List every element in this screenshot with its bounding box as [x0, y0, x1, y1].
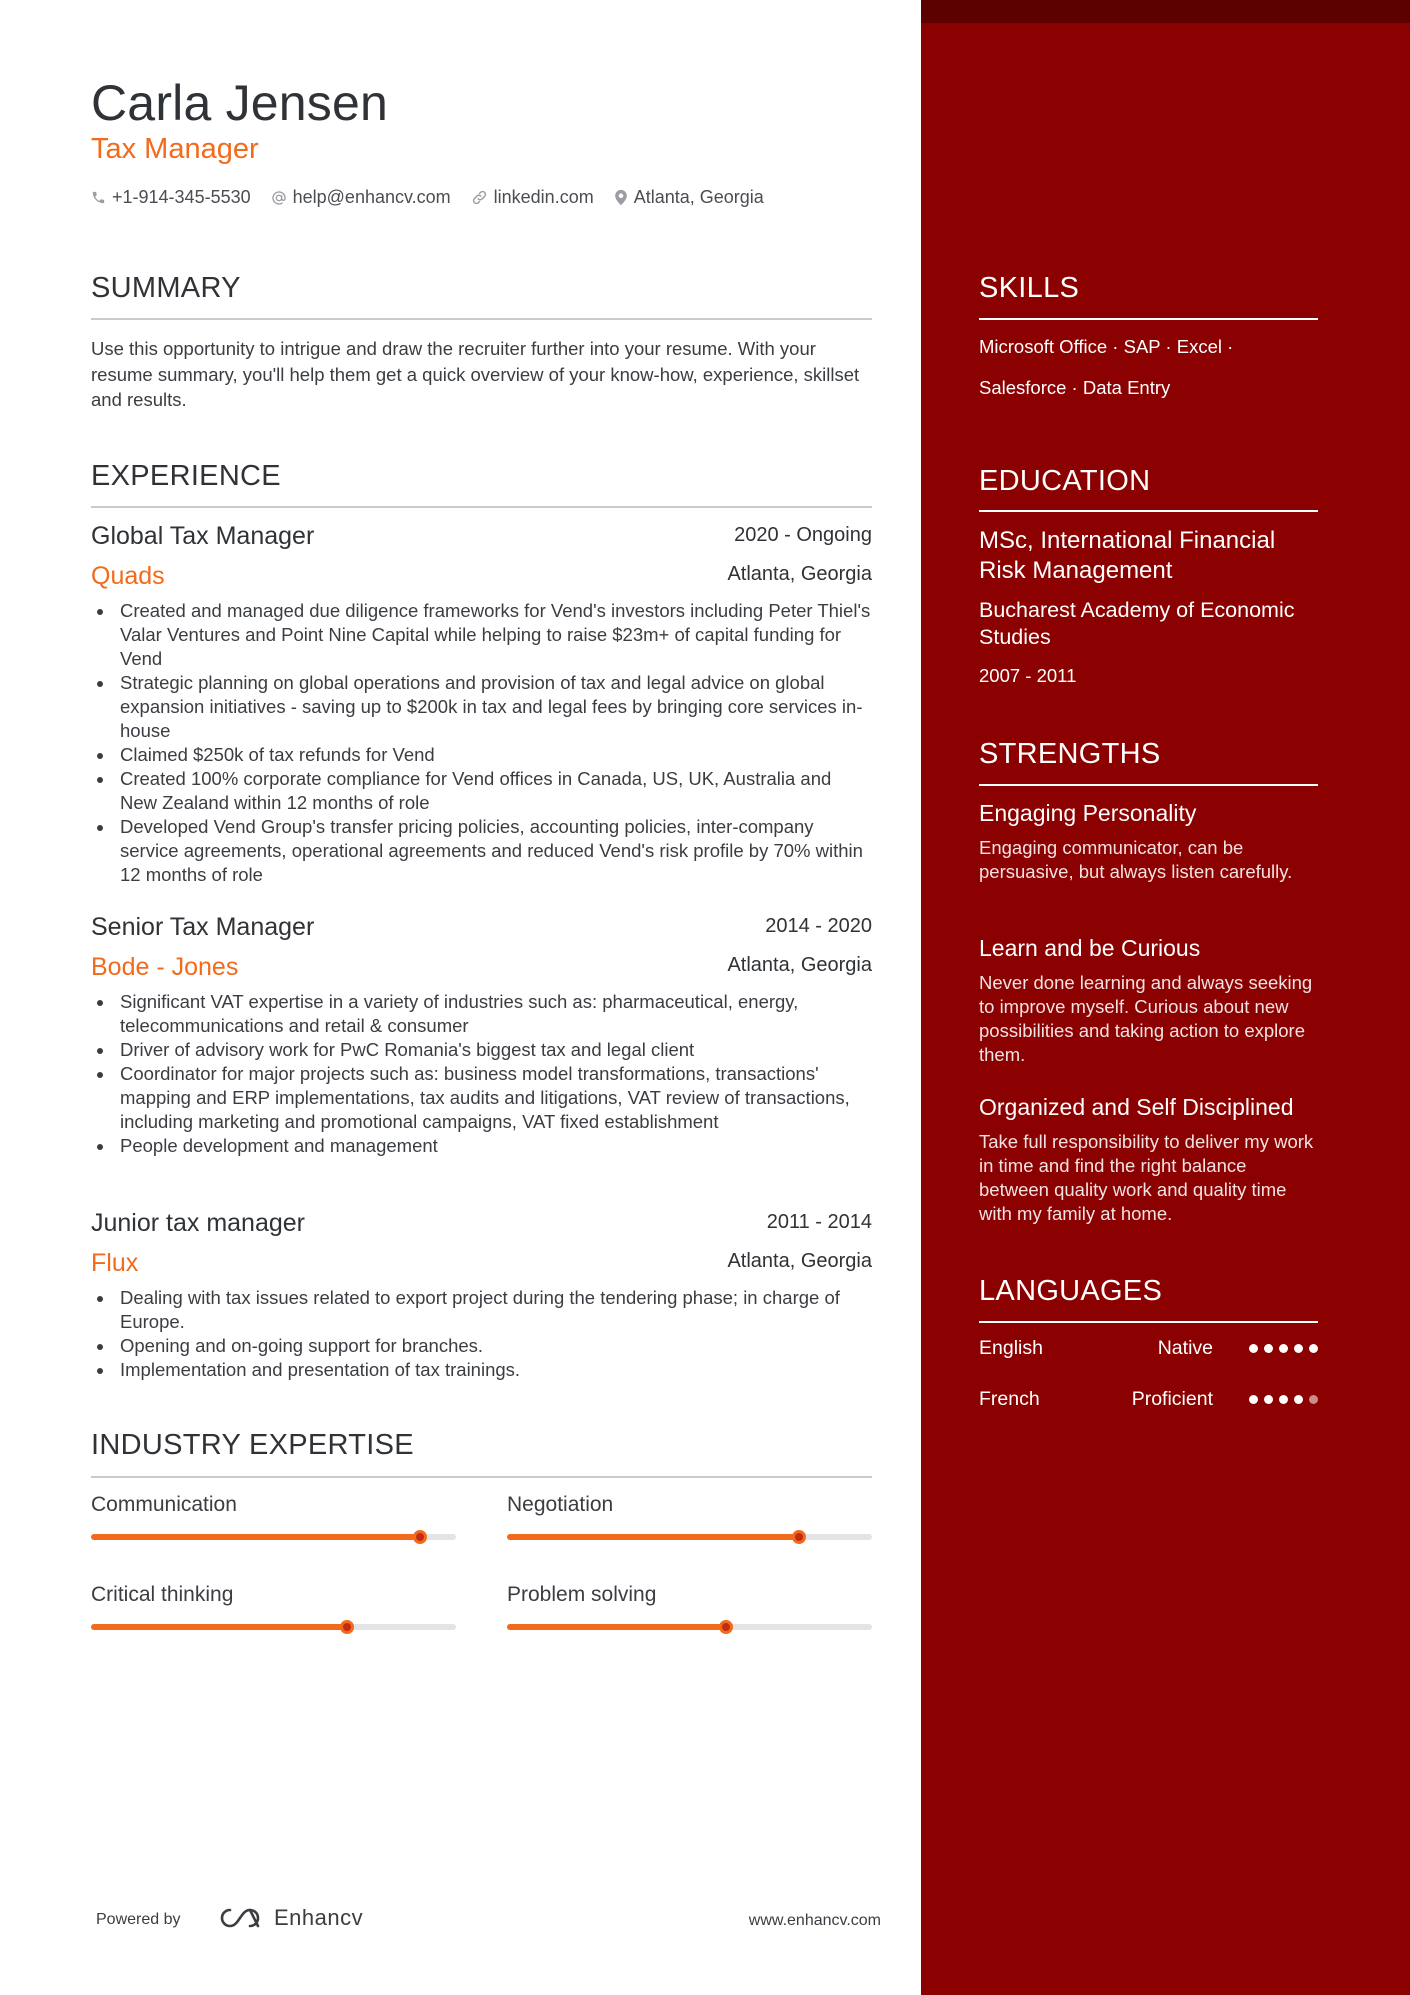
skills-list: Microsoft Office · SAP · Excel ·	[979, 336, 1234, 357]
phone-text: +1-914-345-5530	[112, 187, 251, 207]
experience-heading: EXPERIENCE	[91, 460, 281, 492]
contact-bar	[91, 187, 784, 208]
industry-expertise-heading: INDUSTRY EXPERTISE	[91, 1429, 414, 1461]
job-bullet: Implementation and presentation of tax trainings.	[91, 1358, 872, 1382]
expertise-bar-knob	[719, 1620, 733, 1634]
expertise-bar-fill	[91, 1534, 420, 1540]
expertise-bar	[91, 1624, 456, 1630]
job-bullet: Created 100% corporate compliance for Vend offices in Canada, US, UK, Australia and New Zealand within 12 months of role	[91, 767, 872, 815]
rating-dot	[1294, 1395, 1303, 1404]
job-dates: 2011 - 2014	[766, 1211, 872, 1233]
strengths-divider	[979, 784, 1318, 786]
job-bullet: Opening and on-going support for branches.	[91, 1334, 872, 1358]
rating-dot	[1264, 1344, 1273, 1353]
job-bullet: People development and management	[91, 1134, 872, 1158]
expertise-label: Negotiation	[507, 1493, 614, 1516]
education-dates: 2007 - 2011	[979, 665, 1077, 686]
linkedin-text: linkedin.com	[493, 187, 594, 207]
education-divider	[979, 510, 1318, 512]
language-row	[979, 1388, 1318, 1414]
enhancv-brand-text: Enhancv	[274, 1905, 364, 1930]
strength-item	[979, 935, 1318, 1067]
language-rating	[1243, 1395, 1318, 1404]
contact-phone[interactable]	[91, 187, 251, 208]
strength-title: Organized and Self Disciplined	[979, 1094, 1294, 1120]
rating-dot	[1279, 1344, 1288, 1353]
language-rating	[1243, 1344, 1318, 1353]
enhancv-logo-icon	[216, 1906, 264, 1930]
expertise-bar-knob	[413, 1530, 427, 1544]
job-bullet: Significant VAT expertise in a variety of industries such as: pharmaceutical, energy, telecommunications and retail & consumer	[91, 990, 872, 1038]
location-pin-icon	[614, 189, 628, 206]
powered-by-label: Powered by	[96, 1911, 181, 1928]
candidate-title: Tax Manager	[91, 133, 259, 165]
job-title: Global Tax Manager	[91, 522, 315, 550]
language-name: English	[979, 1337, 1043, 1359]
expertise-bar	[91, 1534, 456, 1540]
skills-divider	[979, 318, 1318, 320]
footer	[96, 1903, 881, 1939]
job-bullet: Coordinator for major projects such as: business model transformations, transactions' mapping and ERP implementations, tax audits and litigations, VAT review of transactions, including marketing and promotional campaigns, VAT fixed establishment	[91, 1062, 872, 1134]
expertise-item	[91, 1583, 456, 1607]
expertise-bar-knob	[340, 1620, 354, 1634]
expertise-item	[507, 1583, 872, 1607]
rating-dot	[1279, 1395, 1288, 1404]
website-link[interactable]: www.enhancv.com	[748, 1912, 881, 1929]
rating-dot	[1249, 1395, 1258, 1404]
summary-heading: SUMMARY	[91, 272, 241, 304]
job-bullet: Claimed $250k of tax refunds for Vend	[91, 743, 872, 767]
job-bullet: Driver of advisory work for PwC Romania's biggest tax and legal client	[91, 1038, 872, 1062]
contact-location	[614, 187, 764, 208]
skills-heading: SKILLS	[979, 272, 1080, 304]
rating-dot	[1309, 1344, 1318, 1353]
industry-expertise-divider	[91, 1476, 872, 1478]
job-location: Atlanta, Georgia	[727, 954, 872, 976]
phone-icon	[91, 190, 106, 205]
expertise-item	[507, 1493, 872, 1517]
strength-description: Never done learning and always seeking to improve myself. Curious about new possibilities and taking action to explore them.	[979, 972, 1313, 1065]
expertise-bar	[507, 1534, 872, 1540]
languages-heading: LANGUAGES	[979, 1275, 1163, 1307]
job-bullet: Created and managed due diligence frameworks for Vend's investors including Peter Thiel's Valar Ventures and Point Nine Capital while helping to raise $23m+ of capital funding for Vend	[91, 599, 872, 671]
job-dates: 2020 - Ongoing	[734, 524, 872, 546]
job-company: Bode - Jones	[91, 953, 239, 981]
at-icon	[271, 190, 287, 206]
strength-title: Learn and be Curious	[979, 935, 1201, 961]
rating-dot	[1249, 1344, 1258, 1353]
skills-list: Salesforce · Data Entry	[979, 377, 1171, 398]
languages-divider	[979, 1321, 1318, 1323]
job-title: Junior tax manager	[91, 1209, 306, 1237]
language-row	[979, 1337, 1318, 1363]
strength-title: Engaging Personality	[979, 800, 1197, 826]
summary-divider	[91, 318, 872, 320]
location-text: Atlanta, Georgia	[633, 187, 764, 207]
expertise-item	[91, 1493, 456, 1517]
expertise-label: Communication	[91, 1493, 237, 1516]
job-bullet: Developed Vend Group's transfer pricing policies, accounting policies, inter-company service agreements, operational agreements and reduced Vend's risk profile by 70% within 12 months of role	[91, 815, 872, 887]
sidebar-top-bar	[921, 0, 1410, 23]
rating-dot	[1294, 1344, 1303, 1353]
language-name: French	[979, 1388, 1040, 1410]
strength-description: Engaging communicator, can be persuasive, but always listen carefully.	[979, 837, 1293, 882]
contact-linkedin[interactable]	[471, 187, 594, 208]
experience-divider	[91, 506, 872, 508]
expertise-label: Problem solving	[507, 1583, 657, 1606]
job-title: Senior Tax Manager	[91, 913, 315, 941]
job-bullet-list	[91, 990, 872, 1158]
rating-dot	[1264, 1395, 1273, 1404]
job-company: Quads	[91, 562, 165, 590]
education-school: Bucharest Academy of Economic Studies	[979, 598, 1295, 649]
job-bullet: Dealing with tax issues related to export project during the tendering phase; in charge of Europe.	[91, 1286, 872, 1334]
expertise-bar-fill	[507, 1624, 726, 1630]
job-bullet: Strategic planning on global operations and provision of tax and legal advice on global expansion initiatives - saving up to $200k in tax and legal fees by bringing core services in-house	[91, 671, 872, 743]
education-heading: EDUCATION	[979, 465, 1151, 497]
strength-item	[979, 1094, 1318, 1226]
expertise-bar-fill	[91, 1624, 347, 1630]
job-dates: 2014 - 2020	[765, 915, 872, 937]
expertise-bar	[507, 1624, 872, 1630]
job-bullet-list	[91, 599, 872, 887]
job-location: Atlanta, Georgia	[727, 563, 872, 585]
enhancv-logo[interactable]	[216, 1905, 363, 1931]
language-level: Proficient	[1131, 1388, 1213, 1410]
link-icon	[471, 189, 488, 206]
job-bullet-list	[91, 1286, 872, 1382]
summary-text: Use this opportunity to intrigue and draw the recruiter further into your resume. With your resume summary, you'll help them get a quick overview of your know-how, experience, skillset and results.	[91, 338, 860, 410]
email-text: help@enhancv.com	[292, 187, 451, 207]
strengths-heading: STRENGTHS	[979, 738, 1161, 770]
sidebar	[921, 0, 1410, 1995]
expertise-bar-knob	[792, 1530, 806, 1544]
contact-email[interactable]	[271, 187, 451, 208]
job-company: Flux	[91, 1249, 139, 1277]
strength-item	[979, 800, 1318, 884]
expertise-bar-fill	[507, 1534, 799, 1540]
expertise-label: Critical thinking	[91, 1583, 234, 1606]
strength-description: Take full responsibility to deliver my work in time and find the right balance between quality work and quality time with my family at home.	[979, 1131, 1314, 1224]
language-level: Native	[1157, 1337, 1213, 1359]
candidate-name: Carla Jensen	[91, 75, 389, 131]
rating-dot	[1309, 1395, 1318, 1404]
job-location: Atlanta, Georgia	[727, 1250, 872, 1272]
education-degree: MSc, International Financial Risk Management	[979, 527, 1276, 584]
